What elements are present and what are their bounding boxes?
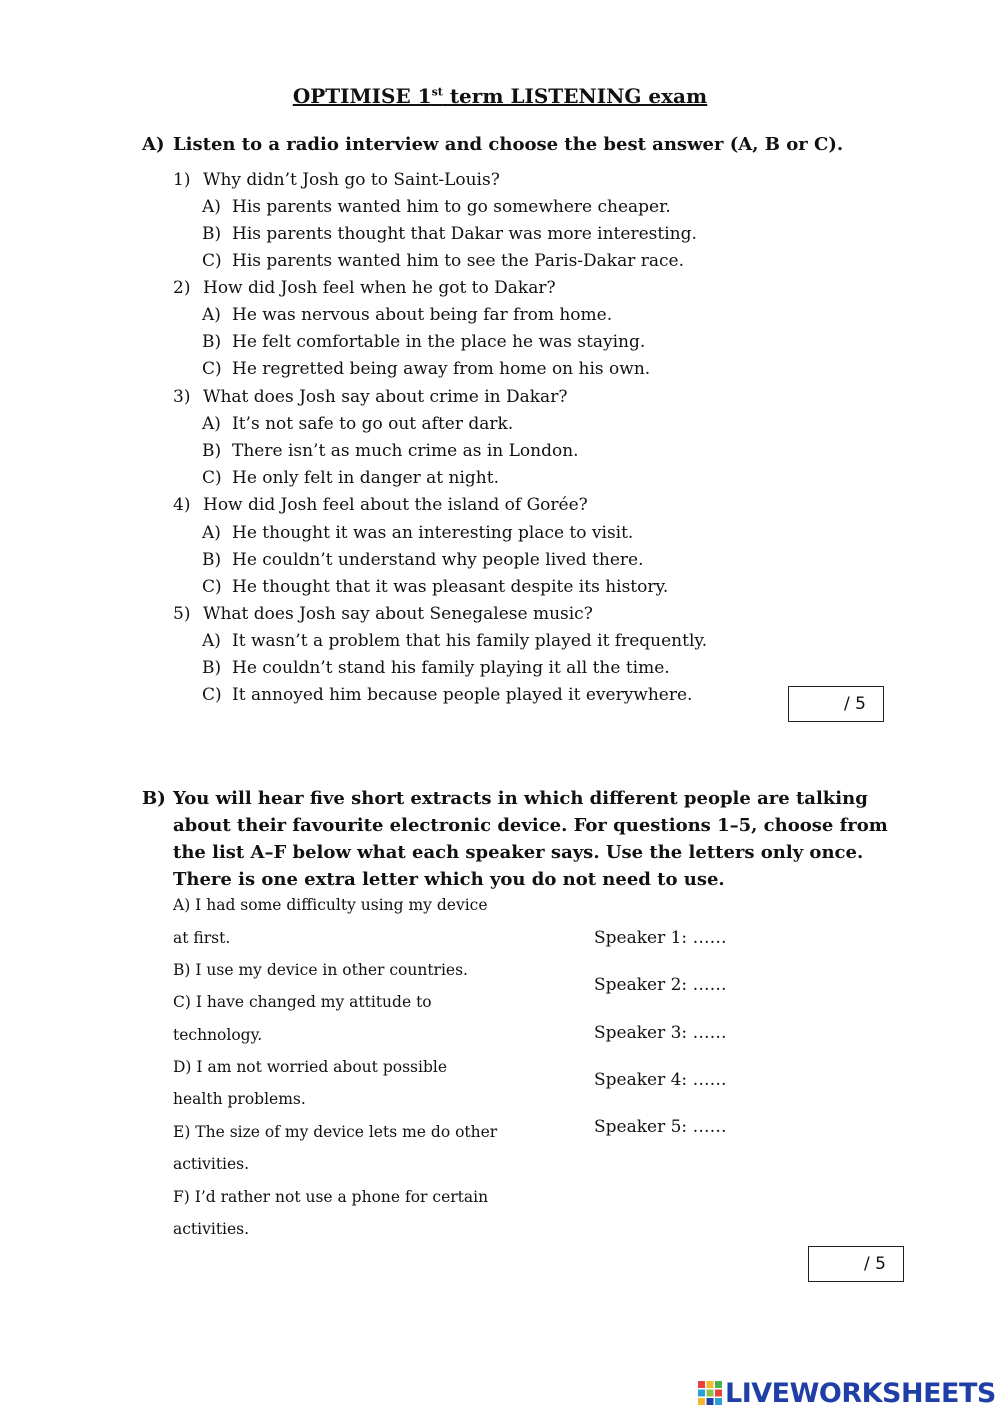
- speaker-3-answer[interactable]: Speaker 3: ……: [594, 1023, 727, 1043]
- question-3: 3) What does Josh say about crime in Dakar?: [173, 387, 568, 407]
- question-5: 5) What does Josh say about Senegalese music?: [173, 604, 593, 624]
- question-4-option-c[interactable]: C) He thought that it was pleasant despite its history.: [202, 577, 669, 597]
- statement-e: E) The size of my device lets me do other: [173, 1123, 498, 1141]
- question-2-option-a[interactable]: A) He was nervous about being far from home.: [202, 305, 613, 325]
- statement-f: F) I’d rather not use a phone for certain: [173, 1188, 489, 1206]
- speaker-2-answer[interactable]: Speaker 2: ……: [594, 975, 727, 995]
- speaker-1-answer[interactable]: Speaker 1: ……: [594, 928, 727, 948]
- question-5-option-c[interactable]: C) It annoyed him because people played it everywhere.: [202, 685, 693, 705]
- question-1-option-a[interactable]: A) His parents wanted him to go somewhere cheaper.: [202, 197, 671, 217]
- question-2-option-b[interactable]: B) He felt comfortable in the place he was staying.: [202, 332, 646, 352]
- question-1-option-b[interactable]: B) His parents thought that Dakar was more interesting.: [202, 224, 697, 244]
- question-4-option-b[interactable]: B) He couldn’t understand why people lived there.: [202, 550, 644, 570]
- question-4-option-a[interactable]: A) He thought it was an interesting place to visit.: [202, 523, 634, 543]
- statement-d-cont: health problems.: [173, 1090, 306, 1108]
- question-2: 2) How did Josh feel when he got to Dakar?: [173, 278, 556, 298]
- statement-a: A) I had some difficulty using my device: [173, 896, 488, 914]
- statement-c: C) I have changed my attitude to: [173, 993, 432, 1011]
- statement-f-cont: activities.: [173, 1220, 250, 1238]
- question-1: 1) Why didn’t Josh go to Saint-Louis?: [173, 170, 500, 190]
- speaker-5-answer[interactable]: Speaker 5: ……: [594, 1117, 727, 1137]
- statement-a-cont: at first.: [173, 929, 231, 947]
- statement-b: B) I use my device in other countries.: [173, 961, 468, 979]
- statement-c-cont: technology.: [173, 1026, 263, 1044]
- liveworksheets-logo: [697, 1378, 996, 1408]
- worksheet-page: OPTIMISE 1st term LISTENING exam A) Listen to a radio interview and choose the best answer (A, B or C). 1) Why didn’t Josh go to Saint-Louis? A) His parents wanted him to go somewhere cheaper. B) His parents thought that Dakar was more interesting. C) His parents wanted him to see the Paris-Dakar race. 2) How did Josh feel when he got to Dakar? A) He was nervous about being far from home. B) He felt comfortable in the place he was staying. C) He regretted being away from home on his own. 3) What does Josh say about crime in Dakar? A) It’s not safe to go out after dark. B) There isn’t as much crime as in London. C) He only felt in danger at night. 4) How did Josh feel about the island of Gorée? A) He thought it was an interesting place to visit. B) He couldn’t understand why people lived there. C) He thought that it was pleasant despite its history. 5) What does Josh say about Senegalese music? A) It wasn’t a problem that his family played it frequently. B) He couldn’t stand his family playing it all the time. C) It annoyed him because people played it everywhere. / 5 B) You will hear five short extracts in which different people are talking about their favourite electronic device. For questions 1–5, choose from the list A–F below what each speaker says. Use the letters only once. There is one extra letter which you do not need to use. A) I had some difficulty using my device at first. B) I use my device in other countries. C) I have changed my attitude to technology. D) I am not worried about possible health problems. E) The size of my device lets me do other activities. F) I’d rather not use a phone for certain activities. Speaker 1: …… Speaker 2: …… Speaker 3: …… Speaker 4: …… Speaker 5: …… / 5 LIVEWORKSHEETS: [0, 0, 1000, 1413]
- question-1-option-c[interactable]: C) His parents wanted him to see the Paris-Dakar race.: [202, 251, 685, 271]
- page-title: OPTIMISE 1st term LISTENING exam: [292, 84, 708, 108]
- question-5-option-a[interactable]: A) It wasn’t a problem that his family played it frequently.: [202, 631, 708, 651]
- question-5-option-b[interactable]: B) He couldn’t stand his family playing it all the time.: [202, 658, 670, 678]
- section-b-score-box[interactable]: / 5: [808, 1246, 904, 1282]
- question-2-option-c[interactable]: C) He regretted being away from home on his own.: [202, 359, 651, 379]
- question-4: 4) How did Josh feel about the island of Gorée?: [173, 495, 588, 515]
- liveworksheets-logo-icon: [697, 1380, 723, 1406]
- liveworksheets-logo-text: LIVEWORKSHEETS: [725, 1377, 996, 1409]
- section-a-score-box[interactable]: / 5: [788, 686, 884, 722]
- speaker-4-answer[interactable]: Speaker 4: ……: [594, 1070, 727, 1090]
- question-3-option-b[interactable]: B) There isn’t as much crime as in London.: [202, 441, 579, 461]
- statement-e-cont: activities.: [173, 1155, 250, 1173]
- statement-d: D) I am not worried about possible: [173, 1058, 447, 1076]
- question-3-option-c[interactable]: C) He only felt in danger at night.: [202, 468, 499, 488]
- question-3-option-a[interactable]: A) It’s not safe to go out after dark.: [202, 414, 514, 434]
